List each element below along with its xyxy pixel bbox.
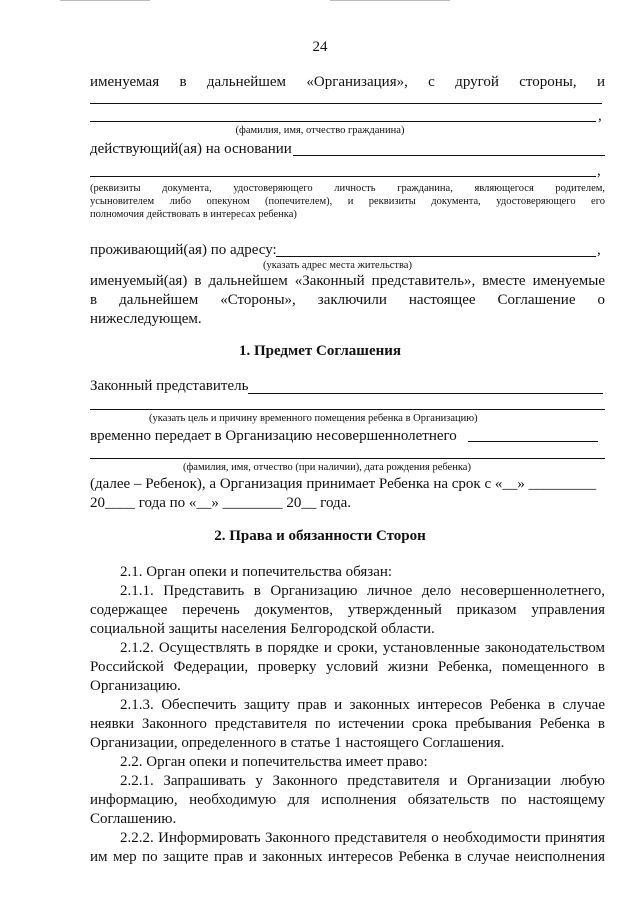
comma: ,: [597, 163, 601, 179]
blank-line: [90, 176, 596, 177]
residing-label: проживающий(ая) по адресу:: [90, 242, 277, 258]
para-line: нижеследующем.: [90, 311, 202, 327]
hint-purpose: (указать цель и причину временного помещения ребенка в Организацию): [149, 413, 478, 424]
term-line-1: (далее – Ребенок), а Организация принимает Ребенка на срок с «__» _________: [90, 476, 597, 492]
hint-address: (указать адрес места жительства): [263, 260, 412, 271]
blank-line: [293, 155, 605, 156]
para-line: именуемый(ая) в дальнейшем «Законный представитель», вместе именуемые: [90, 273, 605, 289]
comma: ,: [597, 242, 601, 258]
para-line: в дальнейшем «Стороны», заключили настоящее Соглашение о: [90, 292, 605, 308]
blank-line: [90, 409, 605, 410]
hint-documents: (реквизиты документа, удостоверяющего личность гражданина, являющегося родителем, усыновителем либо опекуном (попечителем), и реквизиты документа, удостоверяющего его полномочия действовать в интересах ребенка): [90, 183, 605, 220]
blank-line: [276, 256, 596, 257]
blank-line: [90, 103, 602, 104]
section-heading-1: 1. Предмет Соглашения: [238, 343, 402, 359]
blank-line: [90, 121, 596, 122]
section-2-body: 2.1. Орган опеки и попечительства обязан: 2.1.1. Представить в Организацию личное дело несовершеннолетнего, содержащее перечень документов, утвержденный приказом управления социальной защиты населения Белгородской области. 2.1.2. Осуществлять в порядке и сроки, установленные законодательством Российской Федерации, проверку условий жизни Ребенка, помещенного в Организацию. 2.1.3. Обеспечить защиту прав и законных интересов Ребенка в случае неявки Законного представителя по истечении срока пребывания Ребенка в Организации, определенного в статье 1 настоящего Соглашения. 2.2. Орган опеки и попечительства имеет право: 2.2.1. Запрашивать у Законного представителя и Организации любую информацию, необходимую для исполнения обязательств по настоящему Соглашению. 2.2.2. Информировать Законного представителя о необходимости принятия им мер по защите прав и законных интересов Ребенка в случае неисполнения: [90, 564, 605, 865]
transfer-line: временно передает в Организацию несовершеннолетнего: [90, 428, 457, 444]
blank-line: [90, 458, 605, 459]
scan-artifact-line: [330, 0, 450, 1]
hint-child: (фамилия, имя, отчество (при наличии), дата рождения ребенка): [183, 462, 471, 473]
comma: ,: [598, 108, 602, 124]
legal-rep-label: Законный представитель: [90, 378, 249, 394]
page-number: 24: [312, 39, 328, 55]
term-line-2: 20____ года по «__» ________ 20__ года.: [90, 495, 352, 511]
hint-fio-citizen: (фамилия, имя, отчество гражданина): [235, 125, 405, 136]
blank-line: [468, 441, 598, 442]
section-heading-2: 2. Права и обязанности Сторон: [214, 528, 426, 544]
blank-line: [248, 393, 603, 394]
line-named-organization: именуемая в дальнейшем «Организация», с другой стороны, и: [90, 74, 605, 90]
scan-artifact-line: [60, 0, 150, 1]
acting-basis-label: действующий(ая) на основании: [90, 141, 292, 157]
